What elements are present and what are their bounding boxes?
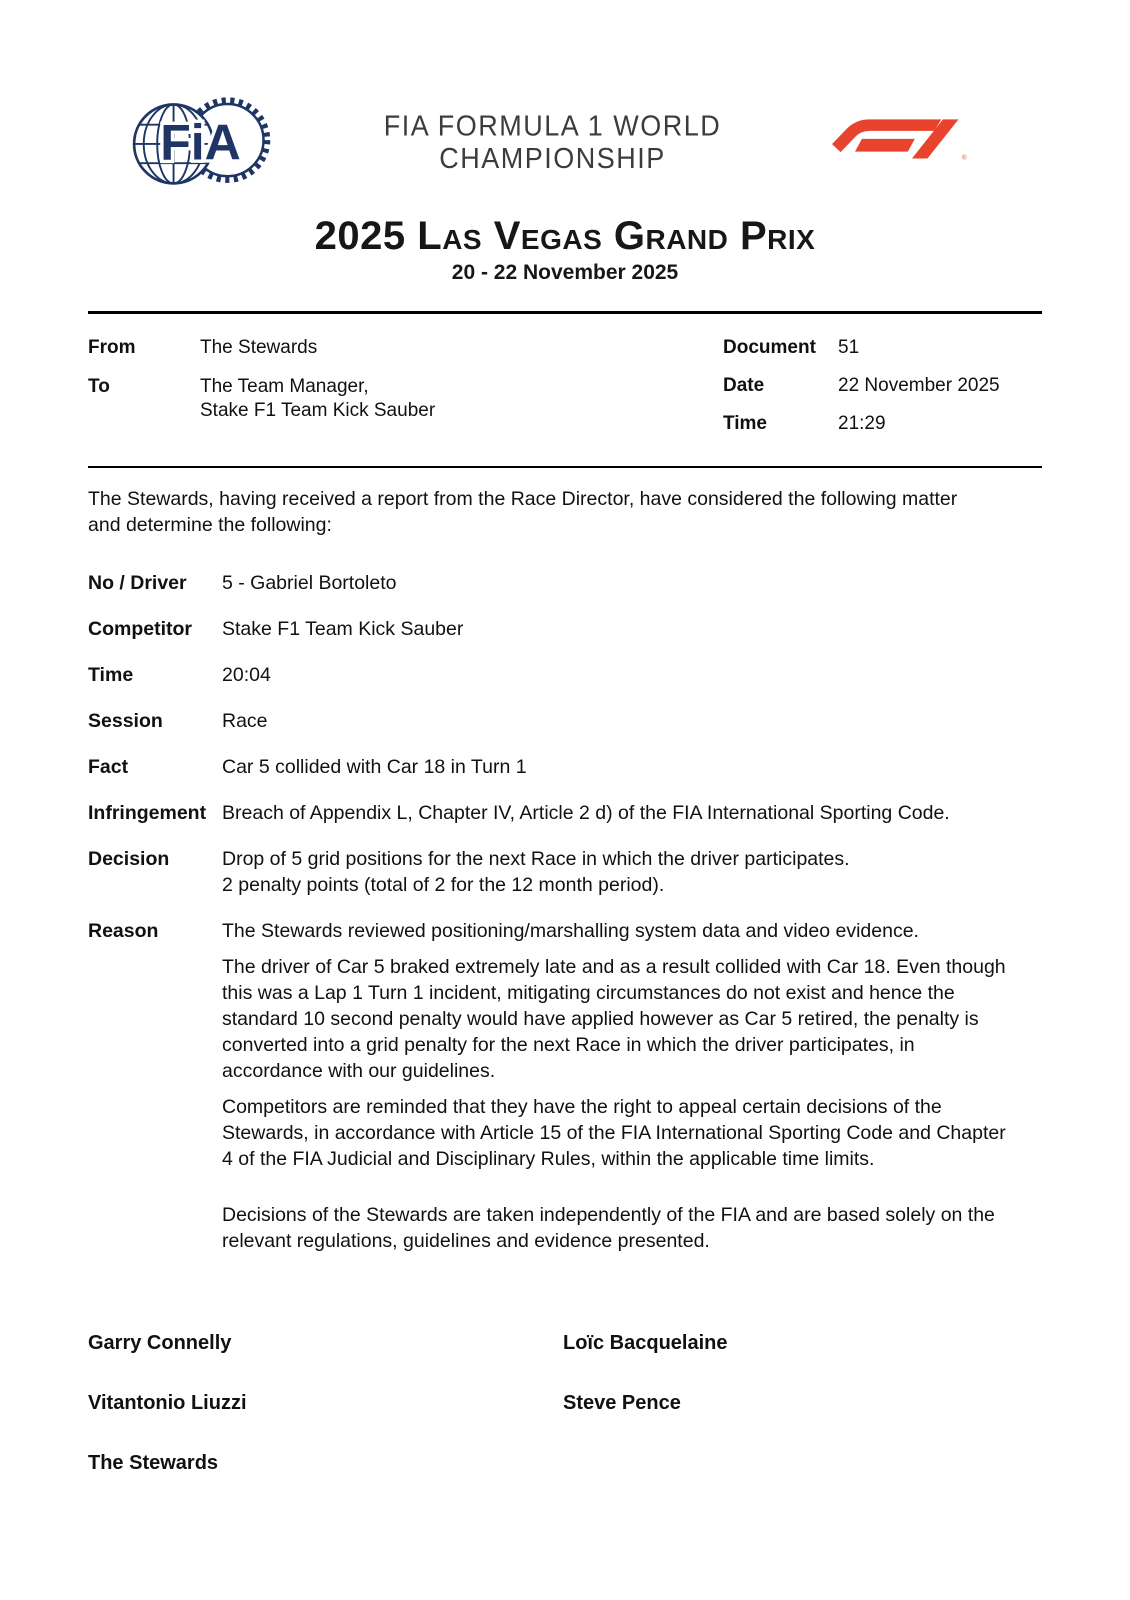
time-field-value: 20:04: [222, 664, 271, 686]
signatures-block: [88, 1332, 1042, 1475]
field-no-driver: [88, 570, 1042, 596]
fact-value: Car 5 collided with Car 18 in Turn 1: [222, 756, 527, 778]
field-reason: [88, 918, 1042, 1254]
time-label: Time: [723, 413, 768, 434]
signature-steve-pence: Steve Pence: [563, 1392, 681, 1414]
time-row: [723, 412, 1043, 436]
session-label: Session: [88, 710, 163, 732]
reason-paragraph-4: Decisions of the Stewards are taken independently of the FIA and are based solely on the relevant regulations, guidelines and evidence presented.: [222, 1204, 995, 1252]
f1-logo-icon: [832, 117, 970, 162]
reason-label: Reason: [88, 920, 159, 942]
reason-paragraph-3: Competitors are reminded that they have the right to appeal certain decisions of the Stewards, in accordance with Article 15 of the FIA International Sporting Code and Chapter 4 of the FIA Judicial and Disciplinary Rules, within the applicable time limits.: [222, 1096, 1006, 1170]
no-driver-value: 5 - Gabriel Bortoleto: [222, 572, 397, 594]
fact-label: Fact: [88, 756, 129, 778]
no-driver-label: No / Driver: [88, 572, 187, 594]
field-competitor: [88, 616, 1042, 642]
signature-garry-connelly: Garry Connelly: [88, 1332, 232, 1354]
to-value-line1: The Team Manager,: [200, 376, 369, 397]
document-label: Document: [723, 337, 816, 358]
infringement-label: Infringement: [88, 802, 207, 824]
reason-paragraph-1: The Stewards reviewed positioning/marshalling system data and video evidence.: [222, 920, 919, 942]
signature-loic-bacquelaine: Loïc Bacquelaine: [563, 1332, 728, 1354]
infringement-value: Breach of Appendix L, Chapter IV, Article 2 d) of the FIA International Sporting Code.: [222, 802, 950, 824]
competitor-value: Stake F1 Team Kick Sauber: [222, 618, 464, 640]
event-title: 2025 Las Vegas Grand Prix: [314, 214, 816, 258]
signature-row-1: [88, 1332, 1042, 1355]
intro-paragraph: The Stewards, having received a report from the Race Director, have considered the following matter and determine the following:: [88, 488, 958, 536]
meta-right-block: [723, 336, 1043, 450]
time-field-label: Time: [88, 664, 134, 686]
decision-line2: 2 penalty points (total of 2 for the 12 month period).: [222, 874, 665, 896]
decision-value: [222, 846, 850, 898]
date-row: [723, 374, 1043, 398]
signature-vitantonio-liuzzi: Vitantonio Liuzzi: [88, 1392, 247, 1414]
document-value: 51: [838, 337, 860, 358]
reason-value: [222, 918, 1012, 1254]
field-session: [88, 708, 1042, 734]
meta-block: [88, 314, 1042, 466]
from-value: The Stewards: [200, 337, 318, 358]
championship-heading: FIA FORMULA 1 WORLD CHAMPIONSHIP: [383, 110, 722, 175]
time-value: 21:29: [838, 413, 886, 434]
signature-footer: The Stewards: [88, 1452, 219, 1474]
field-decision: [88, 846, 1042, 898]
f1-registered-mark: ®: [961, 154, 967, 162]
from-label: From: [88, 337, 136, 358]
to-label: To: [88, 376, 110, 397]
field-infringement: [88, 800, 1042, 826]
to-value-line2: Stake F1 Team Kick Sauber: [200, 400, 436, 421]
to-value: [200, 375, 435, 423]
decision-fields: [88, 570, 1042, 1254]
event-dates: 20 - 22 November 2025: [451, 261, 679, 284]
field-fact: [88, 754, 1042, 780]
fia-logo-icon: [128, 92, 273, 194]
decision-label: Decision: [88, 848, 170, 870]
document-header: [88, 92, 1042, 194]
signature-row-2: [88, 1392, 1042, 1415]
reason-paragraph-2: The driver of Car 5 braked extremely late and as a result collided with Car 18. Even though this was a Lap 1 Turn 1 incident, mitigating circumstances do not exist and hence the standard 10 second penalty would have applied however as Car 5 retired, the penalty is converted into a grid penalty for the next Race in which the driver participates, in accordance with our guidelines.: [222, 956, 1006, 1082]
competitor-label: Competitor: [88, 618, 192, 640]
date-label: Date: [723, 375, 765, 396]
document-row: [723, 336, 1043, 360]
date-value: 22 November 2025: [838, 375, 1000, 396]
decision-line1: Drop of 5 grid positions for the next Race in which the driver participates.: [222, 848, 850, 870]
session-value: Race: [222, 710, 268, 732]
field-time: [88, 662, 1042, 688]
divider-bottom: [88, 466, 1042, 468]
fia-logo-letters: FiA: [160, 114, 241, 171]
title-block: [88, 214, 1042, 285]
